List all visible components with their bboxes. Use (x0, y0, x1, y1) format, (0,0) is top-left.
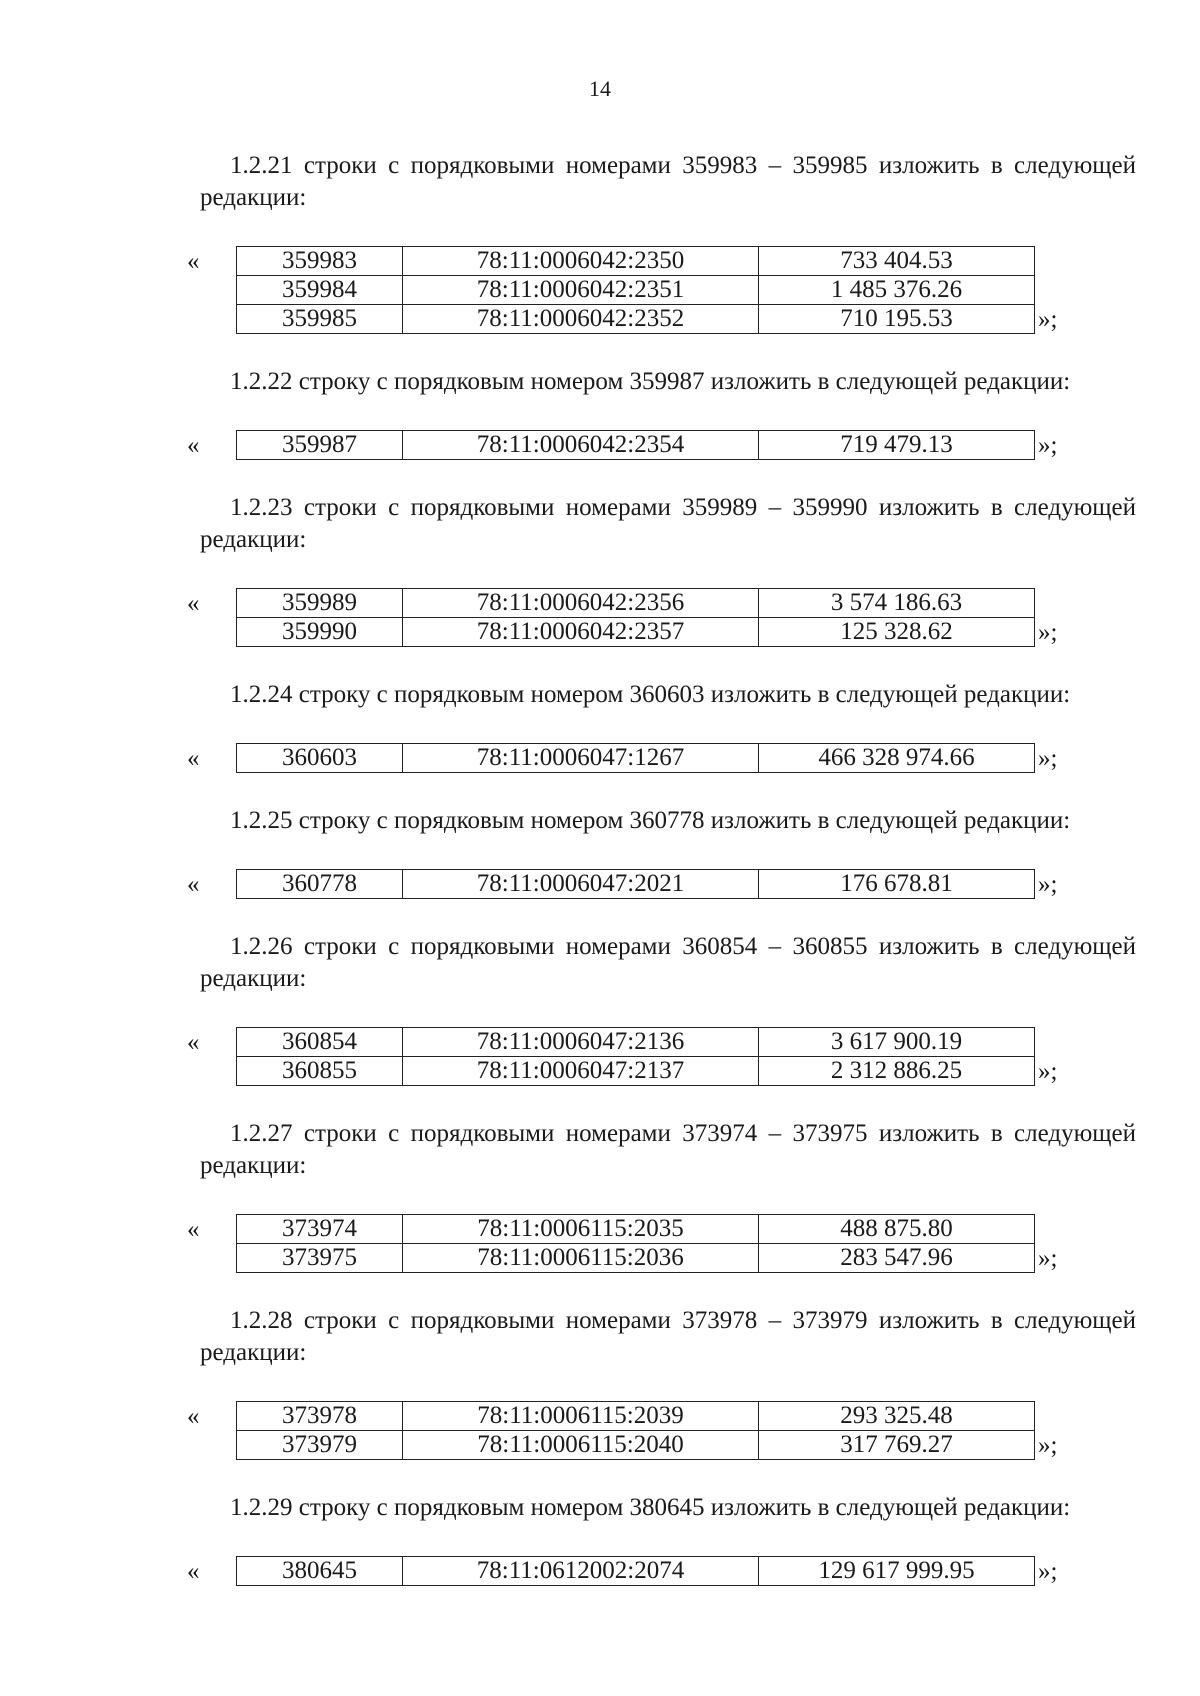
row-number-cell: 380645 (237, 1557, 403, 1586)
table-row (237, 1057, 1035, 1086)
section-1-2-24 (187, 679, 1136, 773)
table-row (237, 1431, 1035, 1460)
section-1-2-27 (187, 1118, 1136, 1273)
value-cell: 466 328 974.66 (759, 744, 1035, 773)
section-1-2-21 (187, 150, 1136, 334)
table-row (237, 1402, 1035, 1431)
data-table (236, 246, 1035, 334)
cadastral-number-cell: 78:11:0006115:2035 (403, 1215, 759, 1244)
cadastral-number-cell: 78:11:0006047:2021 (403, 870, 759, 899)
value-cell: 317 769.27 (759, 1431, 1035, 1460)
row-number-cell: 359985 (237, 305, 403, 334)
document-body (187, 150, 1136, 1618)
section-text: 1.2.21 строки с порядковыми номерами 359983 – 359985 изложить в следующей редакции: (200, 152, 1136, 211)
row-number-cell: 360855 (237, 1057, 403, 1086)
row-number-cell: 359989 (237, 589, 403, 618)
close-quote: »; (1038, 1558, 1058, 1585)
value-cell: 283 547.96 (759, 1244, 1035, 1273)
row-number-cell: 373978 (237, 1402, 403, 1431)
value-cell: 176 678.81 (759, 870, 1035, 899)
data-table (236, 1556, 1035, 1586)
table-row (237, 589, 1035, 618)
close-quote: »; (1038, 619, 1058, 646)
open-quote: « (187, 1403, 200, 1430)
open-quote: « (187, 248, 200, 275)
table-wrapper (187, 430, 1136, 460)
value-cell: 3 617 900.19 (759, 1028, 1035, 1057)
value-cell: 3 574 186.63 (759, 589, 1035, 618)
table-row (237, 431, 1035, 460)
section-text: 1.2.25 строку с порядковым номером 360778 изложить в следующей редакции: (230, 807, 1071, 834)
table-row (237, 744, 1035, 773)
section-1-2-25 (187, 805, 1136, 899)
value-cell: 2 312 886.25 (759, 1057, 1035, 1086)
table-wrapper (187, 1027, 1136, 1086)
row-number-cell: 359990 (237, 618, 403, 647)
section-1-2-26 (187, 931, 1136, 1086)
table-row (237, 1557, 1035, 1586)
table-row (237, 870, 1035, 899)
cadastral-number-cell: 78:11:0006042:2351 (403, 276, 759, 305)
value-cell: 488 875.80 (759, 1215, 1035, 1244)
open-quote: « (187, 1558, 200, 1585)
value-cell: 125 328.62 (759, 618, 1035, 647)
open-quote: « (187, 432, 200, 459)
cadastral-number-cell: 78:11:0006047:2137 (403, 1057, 759, 1086)
data-table (236, 743, 1035, 773)
section-1-2-23 (187, 492, 1136, 647)
row-number-cell: 360603 (237, 744, 403, 773)
data-table (236, 588, 1035, 647)
close-quote: »; (1038, 745, 1058, 772)
section-text: 1.2.26 строки с порядковыми номерами 360854 – 360855 изложить в следующей редакции: (200, 933, 1136, 992)
section-text: 1.2.28 строки с порядковыми номерами 373978 – 373979 изложить в следующей редакции: (200, 1307, 1136, 1366)
cadastral-number-cell: 78:11:0006047:1267 (403, 744, 759, 773)
value-cell: 129 617 999.95 (759, 1557, 1035, 1586)
close-quote: »; (1038, 1245, 1058, 1272)
cadastral-number-cell: 78:11:0006115:2040 (403, 1431, 759, 1460)
open-quote: « (187, 590, 200, 617)
data-table (236, 1214, 1035, 1273)
cadastral-number-cell: 78:11:0006047:2136 (403, 1028, 759, 1057)
section-1-2-22 (187, 366, 1136, 460)
table-row (237, 1215, 1035, 1244)
cadastral-number-cell: 78:11:0006042:2356 (403, 589, 759, 618)
table-row (237, 1028, 1035, 1057)
data-table (236, 430, 1035, 460)
cadastral-number-cell: 78:11:0612002:2074 (403, 1557, 759, 1586)
value-cell: 719 479.13 (759, 431, 1035, 460)
value-cell: 293 325.48 (759, 1402, 1035, 1431)
cadastral-number-cell: 78:11:0006042:2354 (403, 431, 759, 460)
close-quote: »; (1038, 1058, 1058, 1085)
section-text: 1.2.27 строки с порядковыми номерами 373974 – 373975 изложить в следующей редакции: (200, 1120, 1136, 1179)
close-quote: »; (1038, 432, 1058, 459)
row-number-cell: 373974 (237, 1215, 403, 1244)
close-quote: »; (1038, 1432, 1058, 1459)
data-table (236, 869, 1035, 899)
value-cell: 733 404.53 (759, 247, 1035, 276)
cadastral-number-cell: 78:11:0006115:2036 (403, 1244, 759, 1273)
table-row (237, 247, 1035, 276)
section-text: 1.2.23 строки с порядковыми номерами 359989 – 359990 изложить в следующей редакции: (200, 494, 1136, 553)
table-row (237, 276, 1035, 305)
row-number-cell: 359983 (237, 247, 403, 276)
open-quote: « (187, 1029, 200, 1056)
section-text: 1.2.22 строку с порядковым номером 359987 изложить в следующей редакции: (230, 368, 1071, 395)
close-quote: »; (1038, 306, 1058, 333)
row-number-cell: 359987 (237, 431, 403, 460)
table-wrapper (187, 869, 1136, 899)
table-wrapper (187, 588, 1136, 647)
open-quote: « (187, 745, 200, 772)
row-number-cell: 360778 (237, 870, 403, 899)
open-quote: « (187, 871, 200, 898)
section-1-2-29 (187, 1492, 1136, 1586)
page-number: 14 (589, 76, 611, 101)
data-table (236, 1027, 1035, 1086)
value-cell: 710 195.53 (759, 305, 1035, 334)
table-wrapper (187, 743, 1136, 773)
row-number-cell: 373979 (237, 1431, 403, 1460)
row-number-cell: 359984 (237, 276, 403, 305)
cadastral-number-cell: 78:11:0006042:2350 (403, 247, 759, 276)
row-number-cell: 360854 (237, 1028, 403, 1057)
cadastral-number-cell: 78:11:0006115:2039 (403, 1402, 759, 1431)
table-wrapper (187, 1556, 1136, 1586)
value-cell: 1 485 376.26 (759, 276, 1035, 305)
section-text: 1.2.24 строку с порядковым номером 360603 изложить в следующей редакции: (230, 681, 1071, 708)
table-row (237, 305, 1035, 334)
table-row (237, 1244, 1035, 1273)
cadastral-number-cell: 78:11:0006042:2352 (403, 305, 759, 334)
close-quote: »; (1038, 871, 1058, 898)
cadastral-number-cell: 78:11:0006042:2357 (403, 618, 759, 647)
table-wrapper (187, 1401, 1136, 1460)
table-wrapper (187, 1214, 1136, 1273)
open-quote: « (187, 1216, 200, 1243)
section-text: 1.2.29 строку с порядковым номером 380645 изложить в следующей редакции: (230, 1494, 1071, 1521)
row-number-cell: 373975 (237, 1244, 403, 1273)
table-row (237, 618, 1035, 647)
section-1-2-28 (187, 1305, 1136, 1460)
data-table (236, 1401, 1035, 1460)
table-wrapper (187, 246, 1136, 334)
